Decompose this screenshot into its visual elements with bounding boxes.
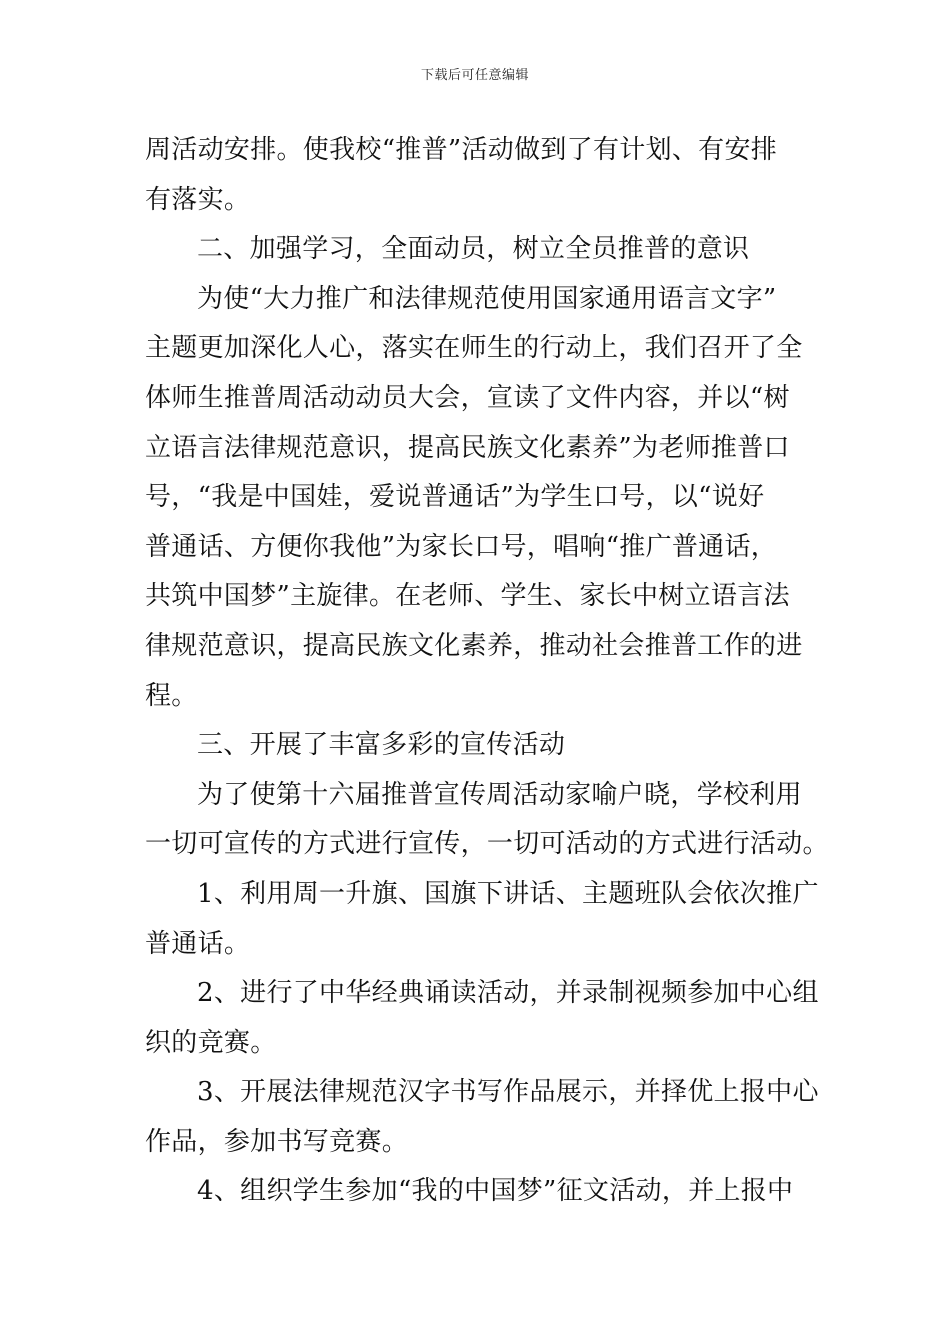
text-line: 作品，参加书写竞赛。 [145, 1126, 409, 1157]
text-line: 立语言法律规范意识，提高民族文化素养”为老师推普口 [145, 432, 790, 463]
text-line: 体师生推普周活动动员大会，宣读了文件内容，并以“树 [145, 382, 790, 413]
text-line: 一切可宣传的方式进行宣传，一切可活动的方式进行活动。 [145, 829, 829, 860]
list-item: 1、利用周一升旗、国旗下讲话、主题班队会依次推广 [197, 878, 819, 909]
list-item: 2、进行了中华经典诵读活动，并录制视频参加中心组 [197, 978, 819, 1009]
text-line: 周活动安排。使我校“推普”活动做到了有计划、有安排 [145, 135, 778, 165]
text-line: 主题更加深化人心，落实在师生的行动上，我们召开了全 [145, 333, 803, 364]
text-line: 织的竞赛。 [145, 1027, 277, 1058]
text-line: 普通话。 [145, 928, 251, 959]
text-line: 为了使第十六届推普宣传周活动家喻户晓，学校利用 [197, 779, 802, 810]
text-line: 律规范意识，提高民族文化素养，推动社会推普工作的进 [145, 630, 803, 661]
text-line: 为使“大力推广和法律规范使用国家通用语言文字” [197, 283, 777, 314]
text-line: 程。 [145, 680, 198, 711]
text-line: 有落实。 [145, 184, 251, 215]
list-item: 3、开展法律规范汉字书写作品展示，并择优上报中心 [197, 1077, 819, 1108]
text-line: 号，“我是中国娃，爱说普通话”为学生口号，以“说好 [145, 482, 765, 513]
text-line: 共筑中国梦”主旋律。在老师、学生、家长中树立语言法 [145, 581, 790, 612]
section-heading: 三、开展了丰富多彩的宣传活动 [197, 730, 566, 761]
text-line: 普通话、方便你我他”为家长口号，唱响“推广普通话， [145, 531, 778, 562]
page-header: 下载后可任意编辑 [420, 68, 529, 83]
section-heading: 二、加强学习，全面动员，树立全员推普的意识 [197, 234, 750, 265]
document-body [145, 126, 829, 1217]
list-item: 4、组织学生参加“我的中国梦”征文活动，并上报中 [197, 1176, 794, 1207]
